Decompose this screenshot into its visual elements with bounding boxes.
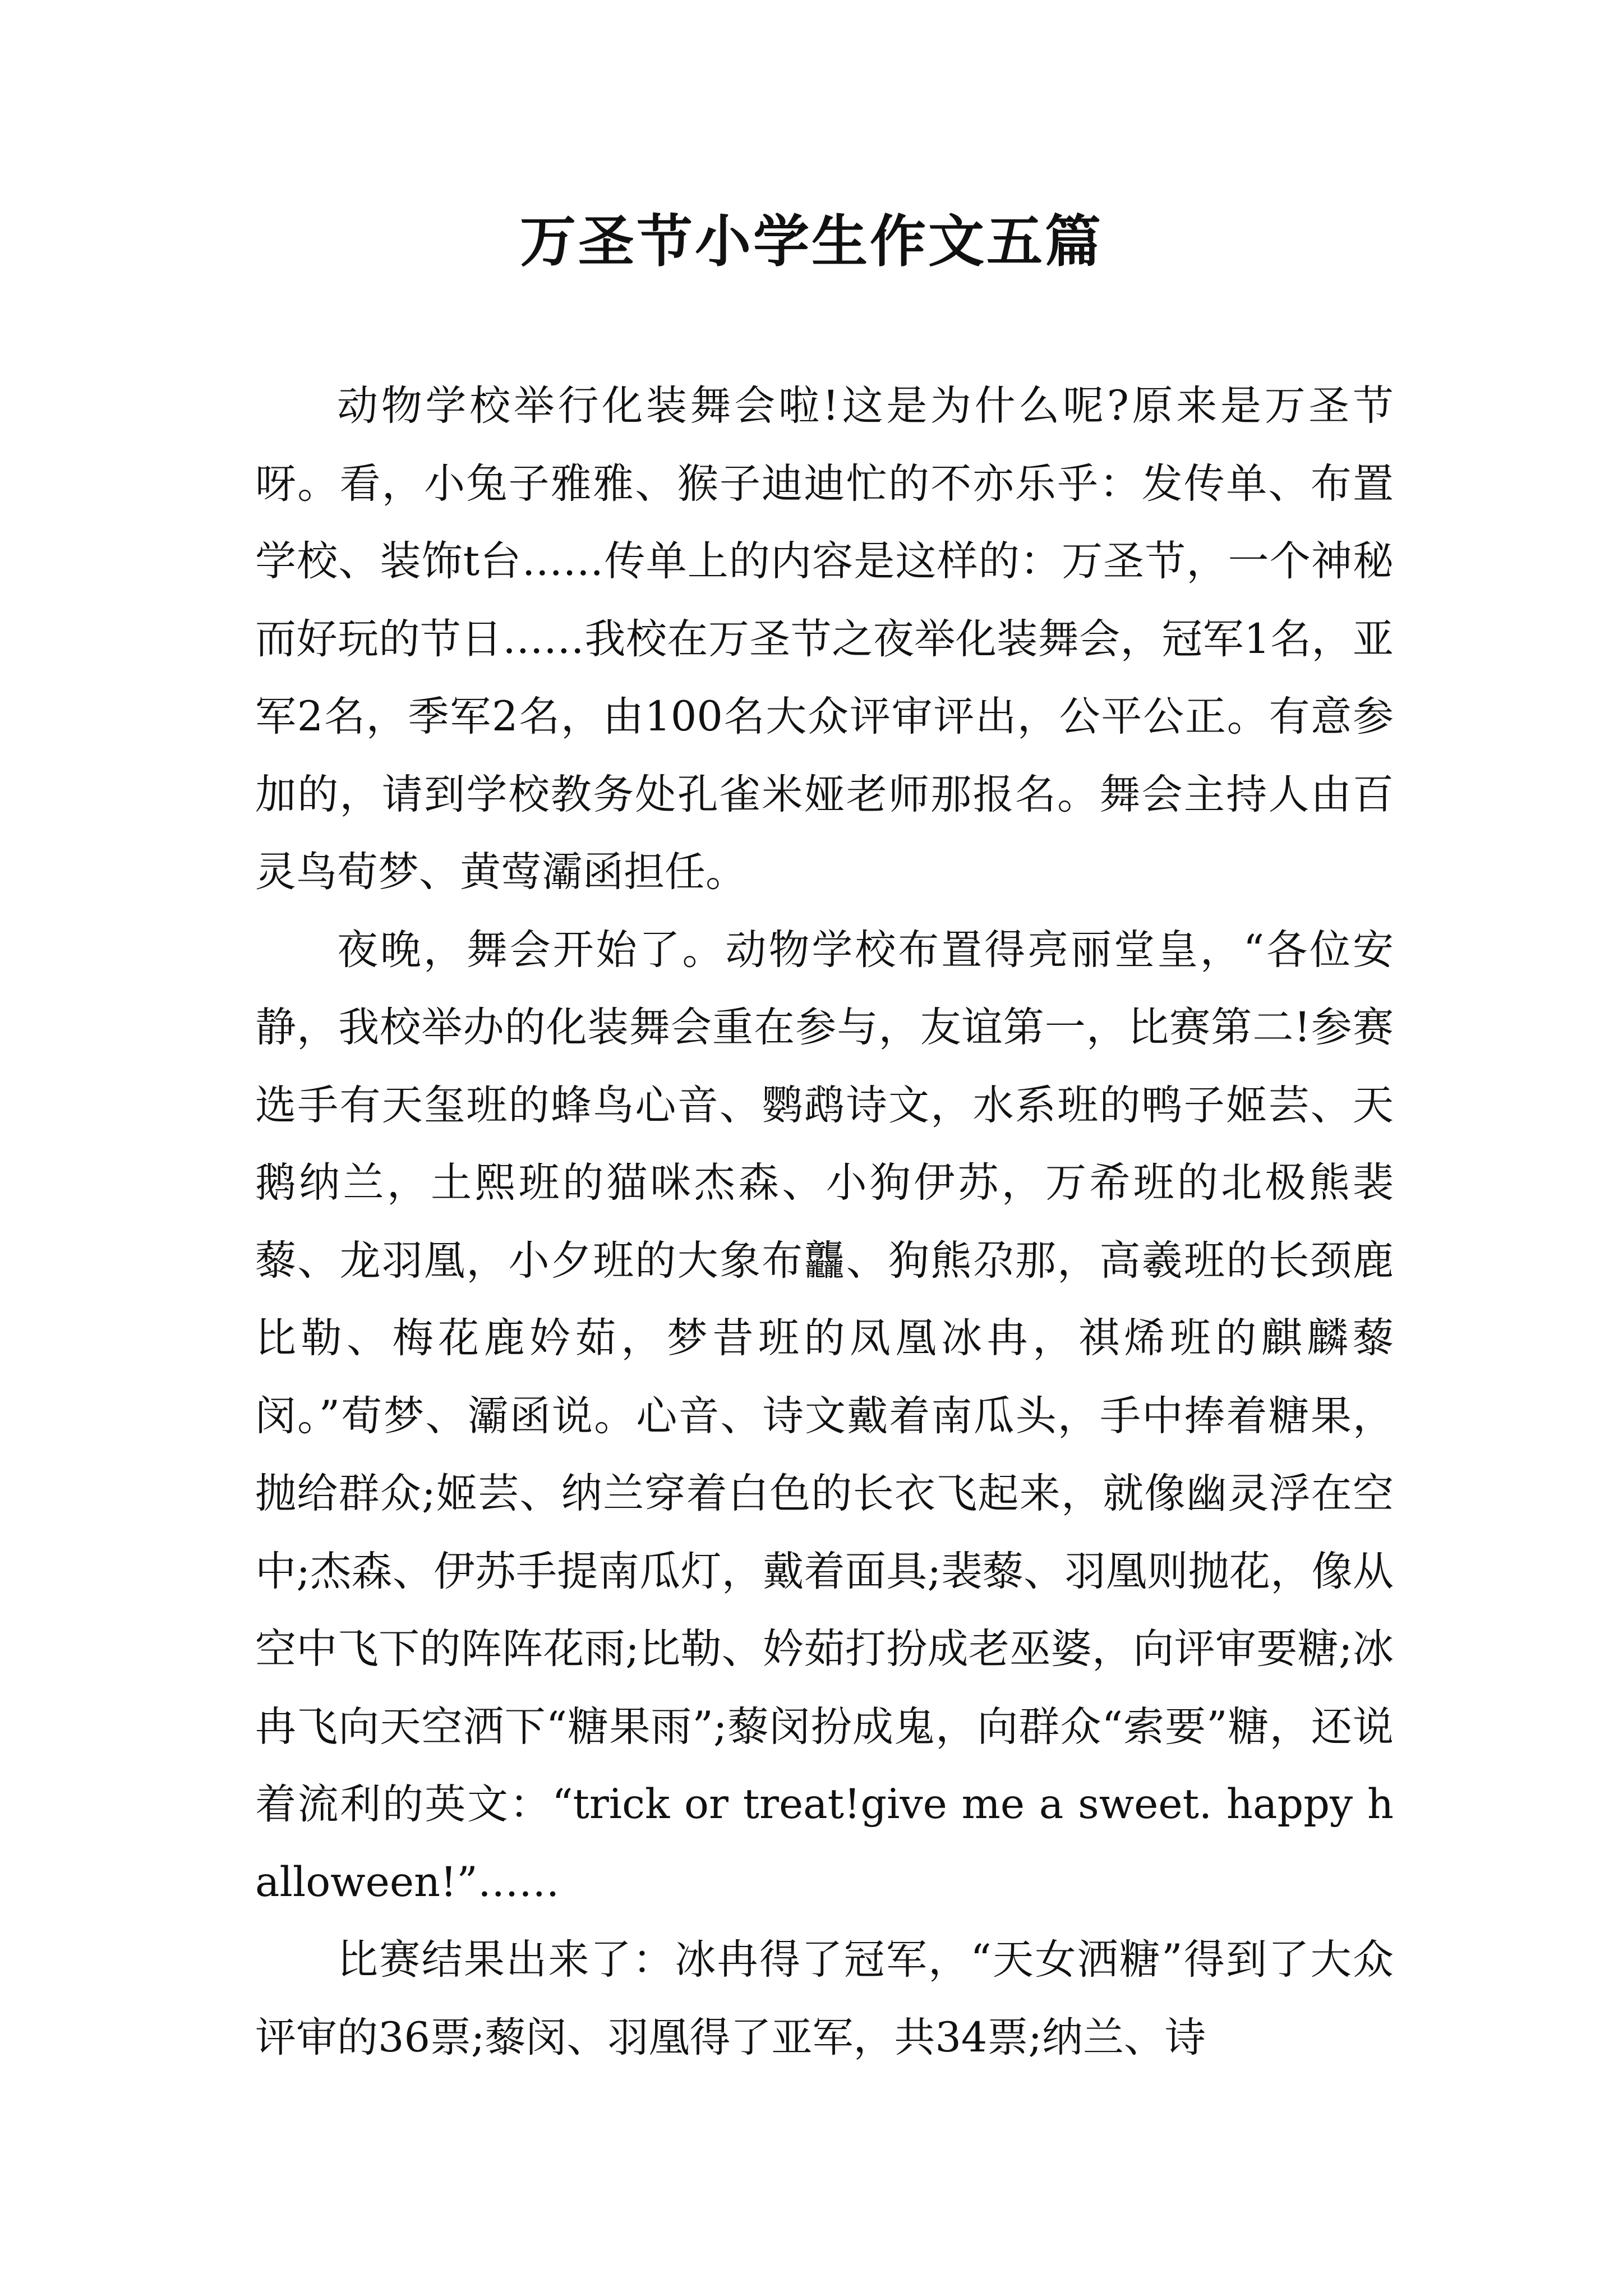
document-title: 万圣节小学生作文五篇 [520, 208, 1103, 274]
paragraph: 夜晚，舞会开始了。动物学校布置得亮丽堂皇，“各位安静，我校举办的化装舞会重在参与，友谊第一，比赛第二!参赛选手有天玺班的蜂鸟心音、鹦鹉诗文，水系班的鸭子姬芸、天鹅纳兰，土熙班的猫咪杰森、小狗伊苏，万希班的北极熊裴藜、龙羽凰，小夕班的大象布龘、狗熊尕那，高羲班的长颈鹿比勒、梅花鹿妗茹，梦昔班的凤凰冰冉，祺烯班的麒麟藜闵。”荀梦、灞函说。心音、诗文戴着南瓜头，手中捧着糖果，抛给群众;姬芸、纳兰穿着白色的长衣飞起来，就像幽灵浮在空中;杰森、伊苏手提南瓜灯，戴着面具;裴藜、羽凰则抛花，像从空中飞下的阵阵花雨;比勒、妗茹打扮成老巫婆，向评审要糖;冰冉飞向天空洒下“糖果雨”;藜闵扮成鬼，向群众“索要”糖，还说着流利的英文：“trick or treat!give me a sweet. happy halloween!”…… [255, 926, 1394, 1906]
paragraph: 动物学校举行化装舞会啦!这是为什么呢?原来是万圣节呀。看，小兔子雅雅、猴子迪迪忙的不亦乐乎：发传单、布置学校、装饰t台……传单上的内容是这样的：万圣节，一个神秘而好玩的节日……我校在万圣节之夜举化装舞会，冠军1名，亚军2名，季军2名，由100名大众评审评出，公平公正。有意参加的，请到学校教务处孔雀米娅老师那报名。舞会主持人由百灵鸟荀梦、黄莺灞函担任。 [255, 382, 1394, 896]
paragraph: 比赛结果出来了：冰冉得了冠军，“天女洒糖”得到了大众评审的36票;藜闵、羽凰得了亚军，共34票;纳兰、诗 [255, 1936, 1394, 2062]
document-body [255, 367, 1394, 2077]
